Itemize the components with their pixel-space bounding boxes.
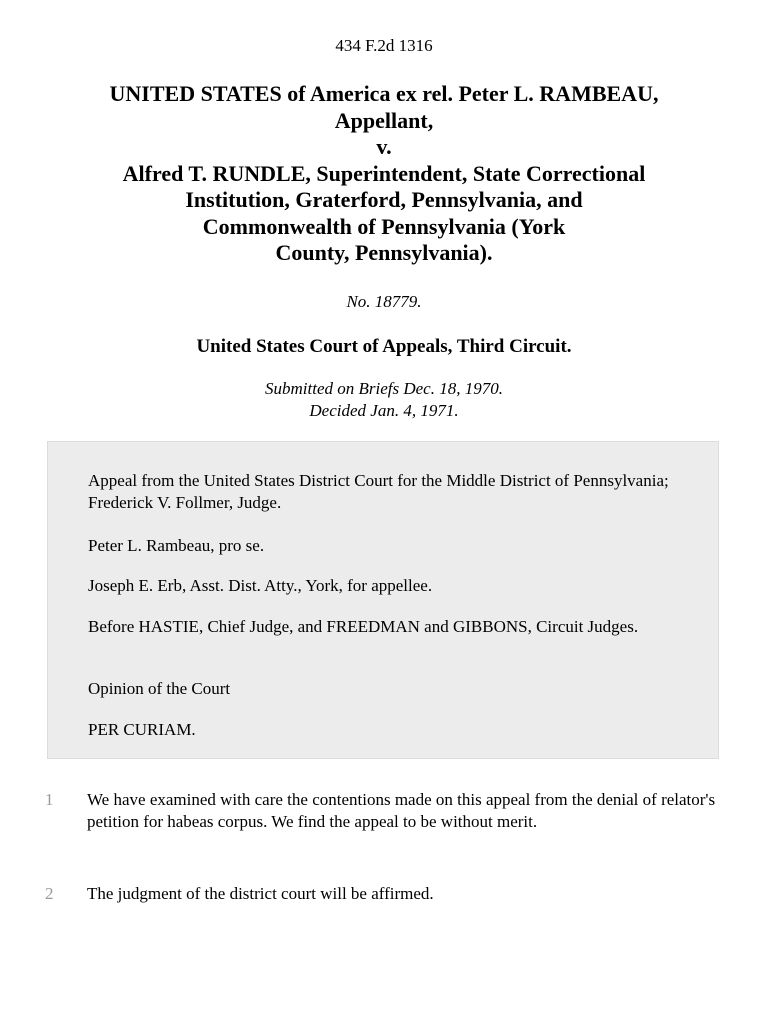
paragraph-number: 2: [45, 884, 54, 903]
appellee-counsel: Joseph E. Erb, Asst. Dist. Atty., York, for appellee.: [88, 576, 433, 595]
caption-line-appellant: Appellant,: [334, 107, 434, 133]
caption-line-respondent-4: County, Pennsylvania).: [275, 240, 493, 265]
appellant-counsel: Peter L. Rambeau, pro se.: [88, 536, 265, 555]
decided-date: Decided Jan. 4, 1971.: [309, 401, 459, 420]
caption-line-respondent-3: Commonwealth of Pennsylvania (York: [202, 213, 566, 239]
docket-number: No. 18779.: [346, 292, 422, 311]
caption-line-respondent-2: Institution, Graterford, Pennsylvania, and: [185, 187, 583, 212]
panel-judges: Before HASTIE, Chief Judge, and FREEDMAN and GIBBONS, Circuit Judges.: [88, 617, 639, 636]
case-caption: [44, 81, 724, 267]
paragraph-number: 1: [45, 790, 54, 809]
syllabus-box: [47, 441, 719, 759]
caption-line-relator: UNITED STATES of America ex rel. Peter L. RAMBEAU,: [109, 81, 659, 106]
per-curiam-label: PER CURIAM.: [88, 720, 196, 739]
case-dates: [0, 378, 768, 422]
reporter-citation: 434 F.2d 1316: [335, 36, 433, 55]
submitted-date: Submitted on Briefs Dec. 18, 1970.: [265, 379, 503, 398]
court-name: United States Court of Appeals, Third Circuit.: [196, 336, 572, 357]
paragraph-text: We have examined with care the contentions made on this appeal from the denial of relator's petition for habeas corpus. We find the appeal to be without merit.: [87, 790, 716, 831]
paragraph-text: The judgment of the district court will be affirmed.: [87, 884, 434, 903]
appeal-from-text: Appeal from the United States District Court for the Middle District of Pennsylvania; Frederick V. Follmer, Judge.: [88, 471, 669, 512]
opinion-label: Opinion of the Court: [88, 679, 231, 698]
caption-line-respondent-1: Alfred T. RUNDLE, Superintendent, State Correctional: [122, 160, 646, 186]
caption-versus: v.: [376, 134, 392, 159]
